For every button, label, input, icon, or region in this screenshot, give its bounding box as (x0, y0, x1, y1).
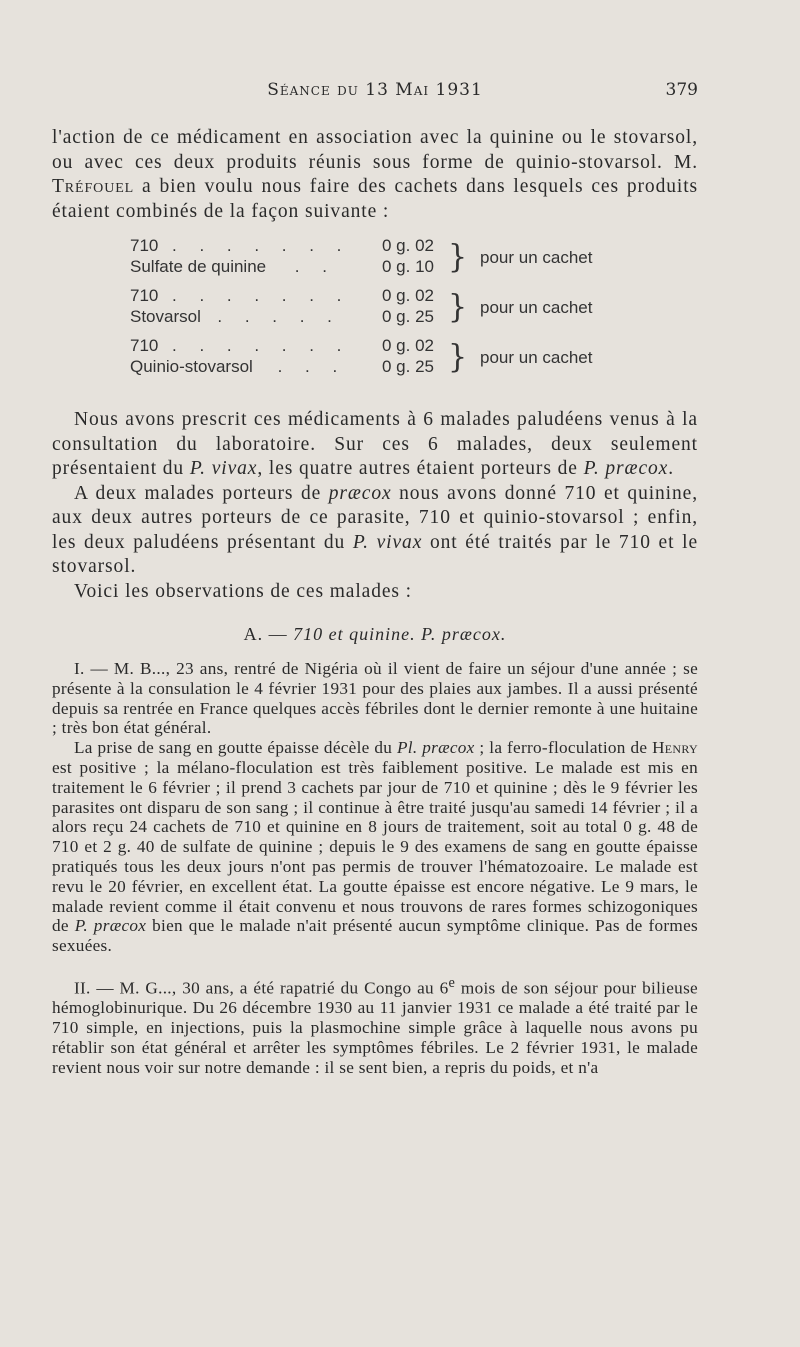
formula-group (52, 236, 698, 280)
case1-text-1: La prise de sang en goutte épaisse décèle du (74, 738, 397, 758)
page-number: 379 (665, 80, 698, 100)
species-praecox: Pl. præcox (396, 738, 475, 758)
case1-text-7: bien que le malade n'ait présenté aucun symptôme clinique. Pas de formes sexuées. (52, 916, 698, 956)
formula-ingredient: Stovarsol (130, 307, 201, 326)
formula-note: pour un cachet (480, 348, 593, 367)
author-name-trefouel: Tréfouel (52, 176, 135, 197)
case-1-details (52, 738, 698, 956)
formula-ingredient: Sulfate de quinine (130, 257, 267, 276)
leader-dots: . . . . . (217, 307, 341, 326)
paragraph-prescription (52, 408, 698, 482)
formula-group (52, 286, 698, 330)
formula-table (52, 236, 698, 388)
case-1-intro: I. — M. B..., 23 ans, rentré de Nigéria où il vient de faire un séjour d'une année ; se présente à la consulation le 4 février 1931 pour des plaies aux jambes. Il a aussi présenté depuis sa rentrée en France quelques accès fébriles dont le dernier remonte à une huitaine ; très bon état général. (52, 659, 698, 738)
section-heading (52, 624, 698, 645)
section-prefix: A. — (243, 624, 294, 644)
formula-dose: 0 g. 02 (382, 286, 434, 305)
case-2 (52, 974, 698, 1078)
formula-note: pour un cachet (480, 298, 593, 317)
intro-paragraph (52, 126, 698, 224)
species-vivax: P. vivax (189, 458, 258, 479)
case2-text-b: mois de son séjour pour bilieuse hémoglobinurique. Du 26 décembre 1930 au 11 janvier 1931 ce malade a été traité par le 710 simple, en injections, puis la plasmochine simple grâce à laquelle nous avons pu rétablir son état général et arrêter les symptômes fébriles. Le 2 février 1931, le malade revient nous voir sur notre demande : il se sent bien, a repris du poids, et n'a (52, 978, 698, 1077)
page-body (52, 126, 698, 1078)
paragraph-treatment (52, 482, 698, 580)
formula-dose: 0 g. 25 (382, 357, 434, 376)
formula-ingredient: 710 (130, 286, 159, 305)
p2-text-a: A deux malades porteurs de (74, 482, 329, 504)
leader-dots: . . (294, 257, 336, 276)
author-name-henry: Henry (652, 738, 698, 758)
running-head: Séance du 13 Mai 1931 (267, 80, 483, 100)
species-vivax: P. vivax (352, 531, 423, 553)
formula-dose: 0 g. 02 (382, 236, 434, 255)
brace-glyph: } (448, 339, 468, 376)
p1-text-e: . (668, 458, 674, 479)
intro-text-1: l'action de ce médicament en association avec la quinine ou le stovarsol, ou avec ces deux produits réunis sous forme de quinio-stovarsol. M. (52, 127, 698, 173)
case1-text-3: ; la ferro-floculation de (474, 738, 653, 758)
p1-text-c: , les quatre autres étaient porteurs de (257, 458, 584, 479)
page-header (52, 80, 698, 110)
spacer (52, 956, 698, 974)
leader-dots: . . . . . . . (172, 336, 351, 355)
formula-dose: 0 g. 25 (382, 307, 434, 326)
formula-ingredient: 710 (130, 236, 159, 255)
p2-text-c: nous avons donné 710 et quinine, aux deux autres porteurs de ce parasite, 710 et quinio-stovarsol ; enfin, les deux paludéens présentant du (52, 482, 698, 553)
section-title: 710 et quinine. P. præcox. (293, 624, 507, 644)
p1-text-a: Nous avons prescrit ces médicaments à 6 malades paludéens venus à la consultation du laboratoire. Sur ces 6 malades, deux seulement présentaient du (52, 409, 698, 479)
p2-text-e: ont été traités par le 710 et le stovarsol. (52, 531, 698, 577)
formula-note: pour un cachet (480, 248, 593, 267)
formula-ingredient: Quinio-stovarsol (130, 357, 253, 376)
species-praecox: præcox (328, 482, 392, 504)
species-praecox: P. præcox (583, 458, 669, 479)
leader-dots: . . . . . . . (172, 236, 351, 255)
formula-dose: 0 g. 02 (382, 336, 434, 355)
case2-text-a: II. — M. G..., 30 ans, a été rapatrié du Congo au 6 (74, 978, 449, 998)
paragraph-observations-intro: Voici les observations de ces malades : (74, 580, 412, 602)
intro-text-2: a bien voulu nous faire des cachets dans lesquels ces produits étaient combinés de la façon suivante : (52, 176, 698, 222)
formula-dose: 0 g. 10 (382, 257, 434, 276)
leader-dots: . . . (277, 357, 347, 376)
superscript-e: e (448, 974, 456, 991)
brace-glyph: } (448, 289, 468, 326)
formula-ingredient: 710 (130, 336, 159, 355)
formula-group (52, 336, 698, 380)
case1-text-5: est positive ; la mélano-floculation est très faiblement positive. Le malade est mis en traitement le 6 février ; il prend 3 cachets par jour de 710 et quinine ; dès le 9 février les parasites ont disparu de son sang ; il continue à être traité jusqu'au samedi 14 février ; il a alors reçu 24 cachets de 710 et quinine en 8 jours de traitement, soit au total 0 g. 48 de 710 et 2 g. 40 de sulfate de quinine ; depuis le 9 des examens de sang en goutte épaisse pratiqués tous les deux jours n'ont pas permis de trouver l'hématozoaire. Le malade est revu le 20 février, en excellent état. La goutte épaisse est encore négative. Le 9 mars, le malade revient comme il était convenu et nous trouvons de rares formes schizogoniques de (52, 757, 698, 936)
brace-glyph: } (448, 239, 468, 276)
species-praecox: P. præcox (74, 916, 147, 936)
leader-dots: . . . . . . . (172, 286, 351, 305)
